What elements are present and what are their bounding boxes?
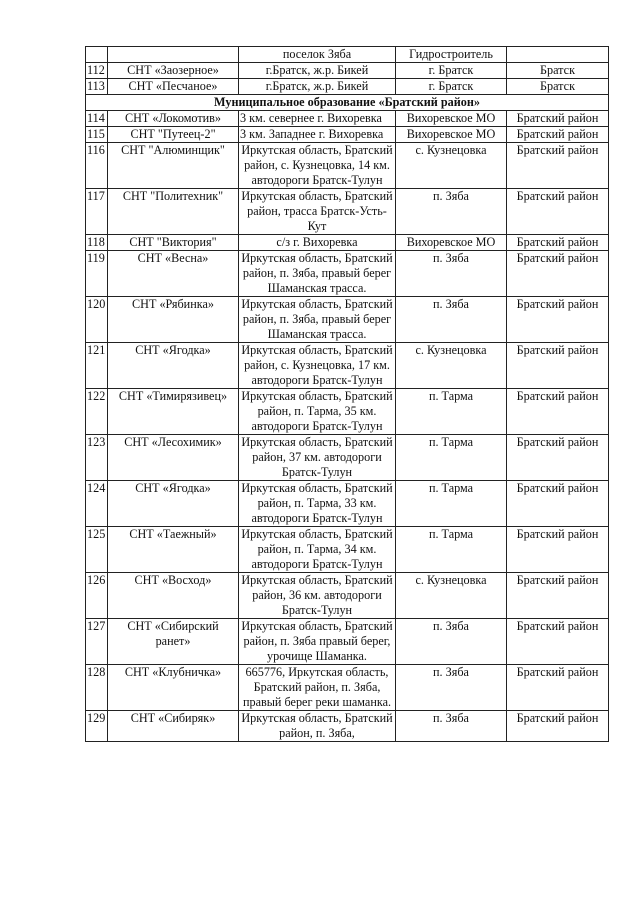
row-name: СНТ "Алюминщик" xyxy=(108,143,239,189)
row-municipality: Братский район xyxy=(507,711,609,742)
table-body-top xyxy=(86,47,609,63)
settlements-table xyxy=(85,46,609,742)
table-row xyxy=(86,297,609,343)
row-name: СНТ "Путеец-2" xyxy=(108,127,239,143)
row-name: СНТ «Весна» xyxy=(108,251,239,297)
row-municipality: Братский район xyxy=(507,297,609,343)
row-municipality: Братский район xyxy=(507,527,609,573)
row-municipality: Братский район xyxy=(507,665,609,711)
row-municipality: Братск xyxy=(507,79,609,95)
row-number: 119 xyxy=(86,251,108,297)
row-name: СНТ «Песчаное» xyxy=(108,79,239,95)
row-address: Иркутская область, Братский район, 36 км. автодороги Братск-Тулун xyxy=(239,573,396,619)
row-number: 129 xyxy=(86,711,108,742)
row-address: Иркутская область, Братский район, с. Кузнецовка, 17 км. автодороги Братск-Тулун xyxy=(239,343,396,389)
row-name: СНТ «Ягодка» xyxy=(108,343,239,389)
row-number: 121 xyxy=(86,343,108,389)
row-name: СНТ «Ягодка» xyxy=(108,481,239,527)
row-number: 112 xyxy=(86,63,108,79)
row-municipality: Братский район xyxy=(507,189,609,235)
row-municipality: Братский район xyxy=(507,235,609,251)
row-name: СНТ "Политехник" xyxy=(108,189,239,235)
row-locality: п. Тарма xyxy=(396,527,507,573)
row-municipality: Братский район xyxy=(507,143,609,189)
row-number: 116 xyxy=(86,143,108,189)
table-row xyxy=(86,189,609,235)
row-locality: Вихоревское МО xyxy=(396,111,507,127)
table-body-a xyxy=(86,63,609,95)
row-municipality xyxy=(507,47,609,63)
row-number: 115 xyxy=(86,127,108,143)
row-municipality: Братский район xyxy=(507,343,609,389)
table-row xyxy=(86,127,609,143)
row-locality: Вихоревское МО xyxy=(396,127,507,143)
row-locality: п. Зяба xyxy=(396,711,507,742)
row-name: СНТ "Виктория" xyxy=(108,235,239,251)
table-row xyxy=(86,389,609,435)
row-address: с/з г. Вихоревка xyxy=(239,235,396,251)
row-locality: Вихоревское МО xyxy=(396,235,507,251)
table-row xyxy=(86,251,609,297)
row-municipality: Братский район xyxy=(507,573,609,619)
section-header-body xyxy=(86,95,609,111)
row-address: Иркутская область, Братский район, п. Зяба, правый берег Шаманская трасса. xyxy=(239,297,396,343)
row-locality: с. Кузнецовка xyxy=(396,143,507,189)
row-number: 122 xyxy=(86,389,108,435)
table-row xyxy=(86,143,609,189)
table-body-b xyxy=(86,111,609,742)
row-municipality: Братский район xyxy=(507,389,609,435)
table-row xyxy=(86,47,609,63)
row-municipality: Братский район xyxy=(507,435,609,481)
row-number: 125 xyxy=(86,527,108,573)
section-header-row xyxy=(86,95,609,111)
row-municipality: Братск xyxy=(507,63,609,79)
row-locality: п. Тарма xyxy=(396,389,507,435)
row-address: Иркутская область, Братский район, с. Кузнецовка, 14 км. автодороги Братск-Тулун xyxy=(239,143,396,189)
row-name xyxy=(108,47,239,63)
row-name: СНТ «Рябинка» xyxy=(108,297,239,343)
row-number: 120 xyxy=(86,297,108,343)
row-number: 128 xyxy=(86,665,108,711)
table-row xyxy=(86,711,609,742)
row-name: СНТ «Сибиряк» xyxy=(108,711,239,742)
row-locality: с. Кузнецовка xyxy=(396,573,507,619)
table-row xyxy=(86,573,609,619)
row-address: Иркутская область, Братский район, 37 км. автодороги Братск-Тулун xyxy=(239,435,396,481)
row-locality: п. Зяба xyxy=(396,297,507,343)
row-name: СНТ «Клубничка» xyxy=(108,665,239,711)
row-name: СНТ «Локомотив» xyxy=(108,111,239,127)
row-name: СНТ «Сибирский ранет» xyxy=(108,619,239,665)
table-row xyxy=(86,481,609,527)
row-address: Иркутская область, Братский район, п. Тарма, 33 км. автодороги Братск-Тулун xyxy=(239,481,396,527)
table-row xyxy=(86,63,609,79)
row-name: СНТ «Таежный» xyxy=(108,527,239,573)
row-municipality: Братский район xyxy=(507,111,609,127)
row-locality: г. Братск xyxy=(396,63,507,79)
row-municipality: Братский район xyxy=(507,481,609,527)
table-row xyxy=(86,111,609,127)
row-address: поселок Зяба xyxy=(239,47,396,63)
row-number: 113 xyxy=(86,79,108,95)
row-address: г.Братск, ж.р. Бикей xyxy=(239,79,396,95)
row-address: г.Братск, ж.р. Бикей xyxy=(239,63,396,79)
row-address: 665776, Иркутская область, Братский район, п. Зяба, правый берег реки шаманка. xyxy=(239,665,396,711)
row-locality: п. Тарма xyxy=(396,481,507,527)
row-municipality: Братский район xyxy=(507,251,609,297)
row-locality: п. Тарма xyxy=(396,435,507,481)
table-row xyxy=(86,665,609,711)
row-name: СНТ «Заозерное» xyxy=(108,63,239,79)
row-locality: п. Зяба xyxy=(396,189,507,235)
row-number: 124 xyxy=(86,481,108,527)
row-name: СНТ «Восход» xyxy=(108,573,239,619)
row-address: Иркутская область, Братский район, п. Зяба, правый берег Шаманская трасса. xyxy=(239,251,396,297)
section-title: Муниципальное образование «Братский район» xyxy=(86,95,609,111)
table-row xyxy=(86,79,609,95)
row-address: Иркутская область, Братский район, трасса Братск-Усть-Кут xyxy=(239,189,396,235)
table-row xyxy=(86,235,609,251)
row-number: 123 xyxy=(86,435,108,481)
table-row xyxy=(86,527,609,573)
row-locality: п. Зяба xyxy=(396,251,507,297)
table-row xyxy=(86,343,609,389)
row-address: Иркутская область, Братский район, п. Зяба правый берег, урочище Шаманка. xyxy=(239,619,396,665)
row-address: 3 км. севернее г. Вихоревка xyxy=(239,111,396,127)
row-locality: г. Братск xyxy=(396,79,507,95)
row-number: 126 xyxy=(86,573,108,619)
row-number xyxy=(86,47,108,63)
row-locality: п. Зяба xyxy=(396,665,507,711)
row-address: Иркутская область, Братский район, п. Тарма, 35 км. автодороги Братск-Тулун xyxy=(239,389,396,435)
row-locality: Гидростроитель xyxy=(396,47,507,63)
row-municipality: Братский район xyxy=(507,619,609,665)
row-name: СНТ «Тимирязивец» xyxy=(108,389,239,435)
row-address: Иркутская область, Братский район, п. Зяба, xyxy=(239,711,396,742)
row-locality: с. Кузнецовка xyxy=(396,343,507,389)
row-municipality: Братский район xyxy=(507,127,609,143)
row-name: СНТ «Лесохимик» xyxy=(108,435,239,481)
row-number: 127 xyxy=(86,619,108,665)
row-locality: п. Зяба xyxy=(396,619,507,665)
table-row xyxy=(86,619,609,665)
row-address: Иркутская область, Братский район, п. Тарма, 34 км. автодороги Братск-Тулун xyxy=(239,527,396,573)
row-number: 118 xyxy=(86,235,108,251)
row-number: 114 xyxy=(86,111,108,127)
row-address: 3 км. Западнее г. Вихоревка xyxy=(239,127,396,143)
row-number: 117 xyxy=(86,189,108,235)
table-row xyxy=(86,435,609,481)
